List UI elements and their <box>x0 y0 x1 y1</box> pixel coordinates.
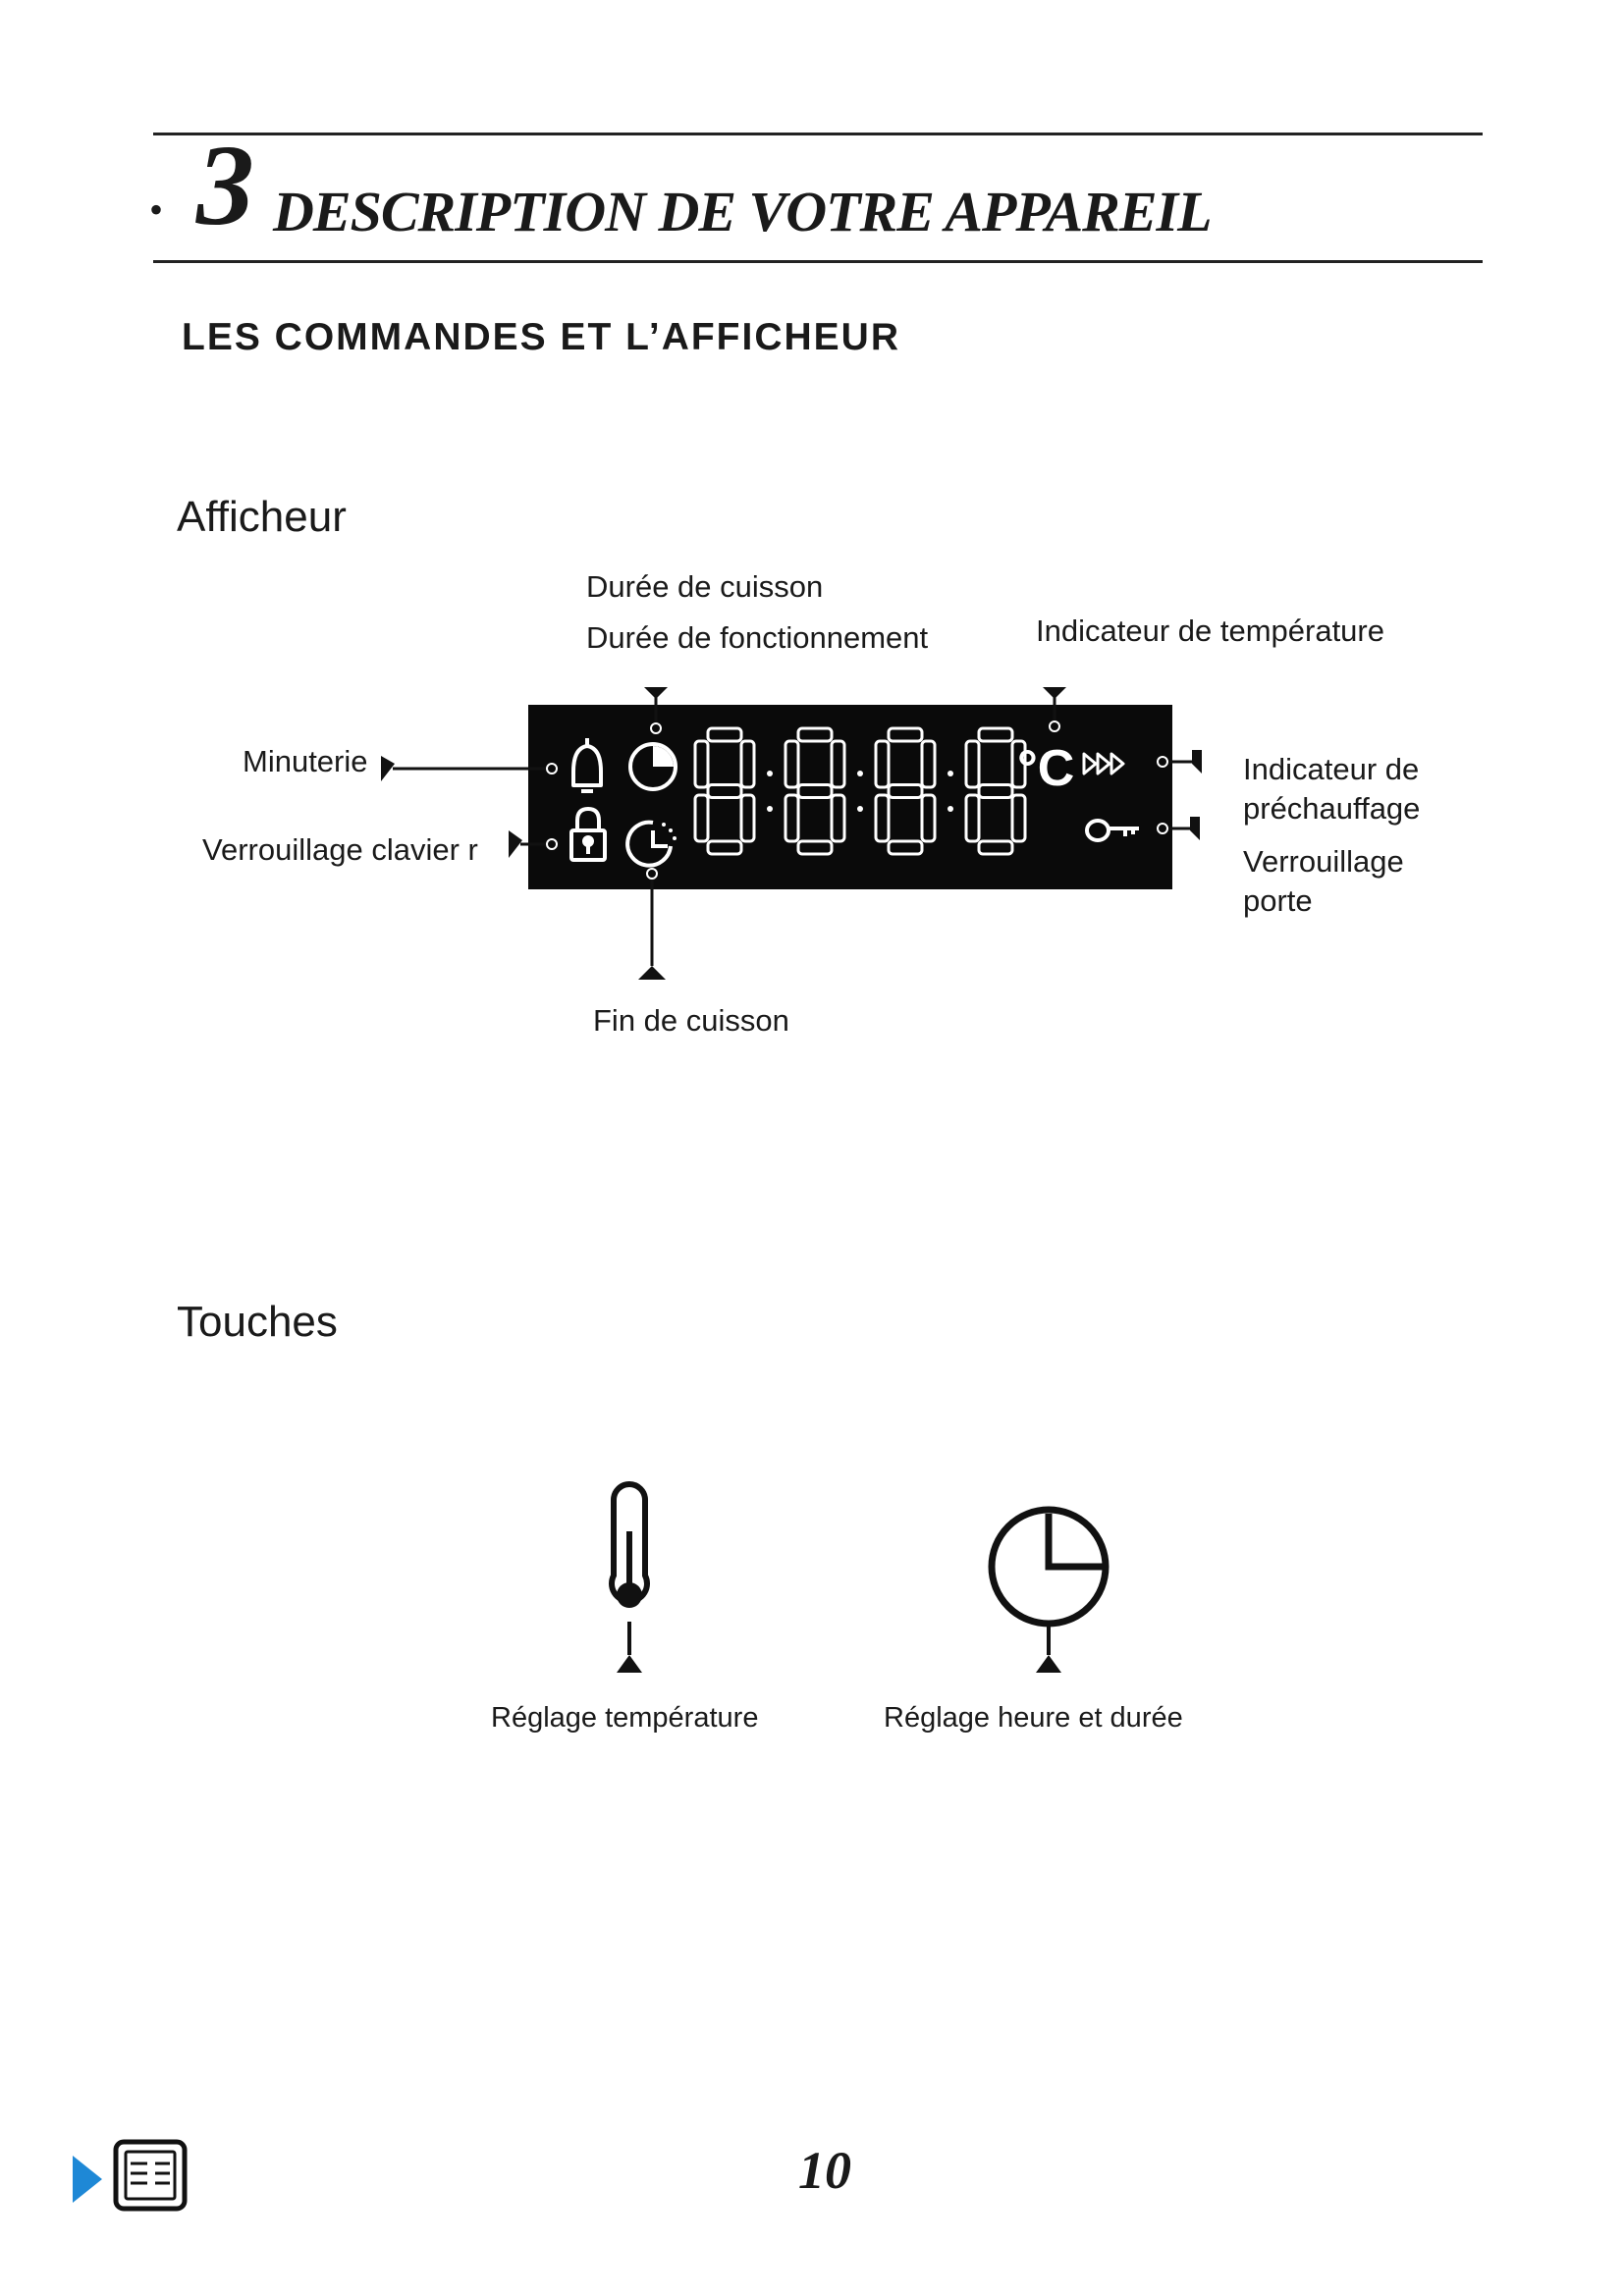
label-door-lock-line1: Verrouillage <box>1243 844 1404 879</box>
label-keypad-lock: Verrouillage clavier r <box>202 832 478 867</box>
label-temperature-indicator: Indicateur de température <box>1036 614 1384 648</box>
page-number: 10 <box>798 2141 851 2200</box>
chapter-bullet: • <box>149 187 164 232</box>
label-preheat-line2: préchauffage <box>1243 791 1421 826</box>
lcd-unit: °C <box>1017 740 1075 797</box>
chapter-title: DESCRIPTION DE VOTRE APPAREIL <box>273 180 1212 243</box>
label-cooking-duration: Durée de cuisson <box>586 569 824 604</box>
section-title: LES COMMANDES ET L’AFFICHEUR <box>182 316 901 358</box>
label-operating-duration: Durée de fonctionnement <box>586 620 929 655</box>
keys-heading: Touches <box>177 1298 338 1346</box>
label-door-lock-line2: porte <box>1243 883 1313 918</box>
nav-arrow-icon <box>73 2156 102 2203</box>
key-label-temperature: Réglage température <box>491 1702 759 1734</box>
chapter-number: 3 <box>196 121 254 249</box>
label-timer: Minuterie <box>243 744 368 778</box>
label-preheat-line1: Indicateur de <box>1243 752 1420 786</box>
contents-icon <box>116 2142 185 2209</box>
display-heading: Afficheur <box>177 493 347 541</box>
key-label-time: Réglage heure et durée <box>884 1702 1183 1734</box>
label-end-of-cooking: Fin de cuisson <box>593 1003 789 1038</box>
